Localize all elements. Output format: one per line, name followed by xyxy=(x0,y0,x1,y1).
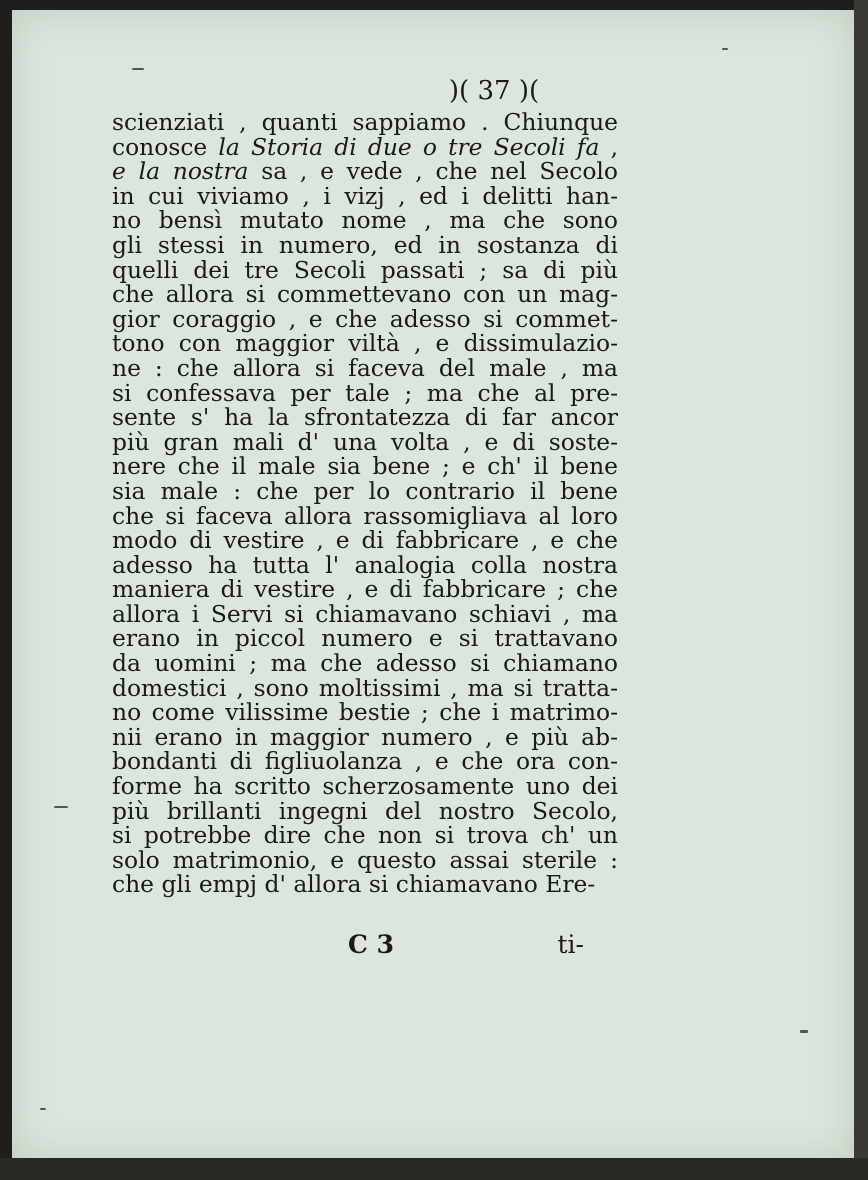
text-line xyxy=(112,181,618,210)
page-number-value: 37 xyxy=(477,76,511,106)
text-run: sente s' ha la sfrontatezza di far ancor xyxy=(112,403,618,432)
text-run: ne : che allora si faceva del male , ma xyxy=(112,353,618,382)
page-number xyxy=(449,76,539,106)
text-line xyxy=(112,599,618,628)
text-line xyxy=(112,528,618,553)
text-run: da uomini ; ma che adesso si chiamano xyxy=(112,649,618,678)
text-line xyxy=(112,749,618,774)
ink-speck xyxy=(722,48,728,50)
text-line xyxy=(112,845,618,874)
text-run: adesso ha tutta l' analogia colla nostra xyxy=(112,550,618,579)
text-run: domestici , sono moltissimi , ma si tratta- xyxy=(112,673,618,702)
text-run: in cui viviamo , i vizj , ed i delitti han- xyxy=(112,181,618,210)
text-run: scienziati , quanti sappiamo . Chiunque xyxy=(112,108,618,136)
text-run: bondanti di figliuolanza , e che ora con- xyxy=(112,747,618,776)
ink-speck xyxy=(54,806,68,808)
text-run: che gli empj d' allora si chiamavano Ere- xyxy=(112,870,596,899)
text-run: più brillanti ingegni del nostro Secolo, xyxy=(112,796,618,825)
text-line xyxy=(112,331,618,356)
text-run: gior coraggio , e che adesso si commet- xyxy=(112,304,618,333)
text-line xyxy=(112,774,618,799)
text-line xyxy=(112,722,618,751)
text-line xyxy=(112,282,618,307)
text-run: modo di vestire , e di fabbricare , e che xyxy=(112,526,618,555)
italic-run: la Storia di due o tre Secoli fa xyxy=(218,132,600,161)
text-line xyxy=(112,353,618,382)
page-edge-right xyxy=(854,0,868,1180)
text-run: nii erano in maggior numero , e più ab- xyxy=(112,722,618,751)
page-edge-bottom xyxy=(0,1158,868,1180)
text-line xyxy=(112,378,618,407)
text-run: , xyxy=(599,132,618,161)
text-run: che allora si commettevano con un mag- xyxy=(112,280,618,309)
signature-mark: C 3 xyxy=(348,930,394,959)
text-run: che si faceva allora rassomigliava al loro xyxy=(112,501,618,530)
body-text xyxy=(112,110,618,897)
text-run: sa , e vede , che nel Secolo xyxy=(248,157,618,186)
text-line xyxy=(112,110,618,135)
text-run: conosce xyxy=(112,132,219,161)
text-line xyxy=(112,132,618,161)
text-run: maniera di vestire , e di fabbricare ; che xyxy=(112,575,618,604)
ink-speck xyxy=(132,68,144,70)
text-line xyxy=(112,501,618,530)
text-run: no come vilissime bestie ; che i matrimo- xyxy=(112,698,618,727)
header-ornament-right: )( xyxy=(518,76,540,106)
text-run: gli stessi in numero, ed in sostanza di xyxy=(112,230,618,259)
text-line xyxy=(112,651,618,676)
running-header xyxy=(0,76,868,106)
text-run: nere che il male sia bene ; e ch' il bene xyxy=(112,452,618,481)
text-line xyxy=(112,304,618,333)
ink-speck xyxy=(800,1030,808,1033)
italic-run: e la nostra xyxy=(112,157,249,186)
catchword: ti- xyxy=(557,930,584,959)
header-ornament-left: )( xyxy=(448,76,470,106)
text-line xyxy=(112,208,618,233)
text-run: forme ha scritto scherzosamente uno dei xyxy=(112,772,618,801)
text-line xyxy=(112,700,618,725)
text-run: sia male : che per lo contrario il bene xyxy=(112,476,618,505)
text-line xyxy=(112,159,618,184)
text-run: si confessava per tale ; ma che al pre- xyxy=(112,378,618,407)
text-run: erano in piccol numero e si trattavano xyxy=(112,624,618,653)
text-line xyxy=(112,673,618,702)
text-line xyxy=(112,626,618,651)
text-line xyxy=(112,405,618,430)
text-line xyxy=(112,454,618,479)
text-run: tono con maggior viltà , e dissimulazio- xyxy=(112,329,618,358)
text-line xyxy=(112,796,618,825)
page-footer xyxy=(112,930,618,962)
text-line xyxy=(112,577,618,602)
text-run: solo matrimonio, e questo assai sterile : xyxy=(112,845,618,874)
text-line xyxy=(112,427,618,456)
text-line xyxy=(112,476,618,505)
ink-speck xyxy=(40,1108,46,1110)
text-line xyxy=(112,230,618,259)
text-line xyxy=(112,550,618,579)
text-run: più gran mali d' una volta , e di soste- xyxy=(112,427,618,456)
text-run: quelli dei tre Secoli passati ; sa di più xyxy=(112,255,618,284)
text-line xyxy=(112,255,618,284)
text-run: no bensì mutato nome , ma che sono xyxy=(112,206,618,235)
text-line xyxy=(112,823,618,848)
text-line xyxy=(112,872,618,897)
text-run: si potrebbe dire che non si trova ch' un xyxy=(112,821,618,850)
text-run: allora i Servi si chiamavano schiavi , ma xyxy=(112,599,618,628)
